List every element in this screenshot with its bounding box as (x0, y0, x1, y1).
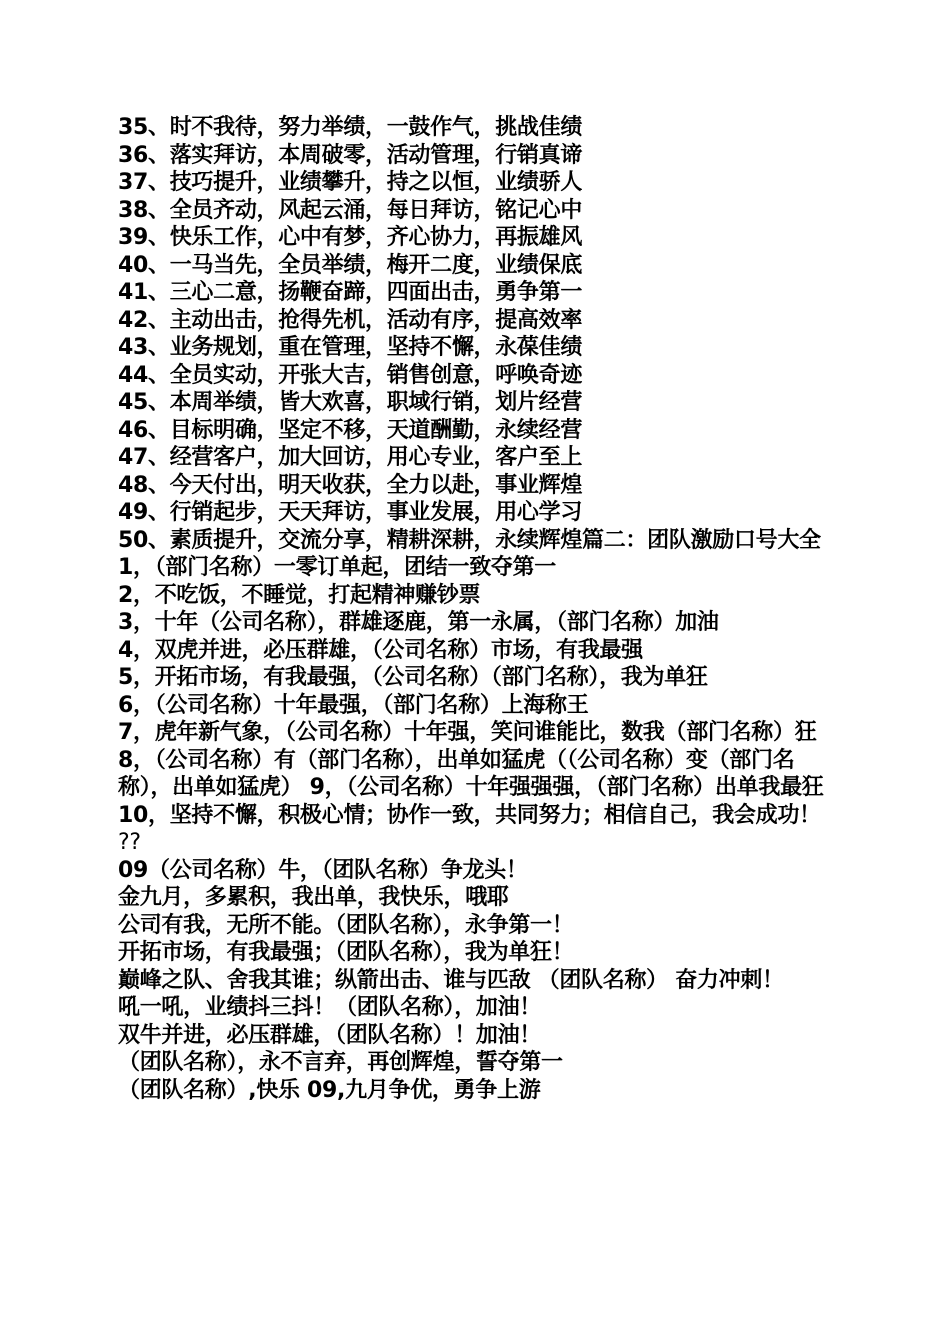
slogan-line: （团队名称），永不言弃，再创辉煌，誓夺第一 (118, 1050, 563, 1075)
slogan-line: 1，（部门名称）一零订单起，团结一致夺第一 (118, 555, 557, 580)
slogan-line: 35、时不我待，努力举绩，一鼓作气，挑战佳绩 (118, 115, 583, 140)
slogan-line: 2，不吃饭，不睡觉，打起精神赚钞票 (118, 582, 481, 608)
slogan-line: 双牛并进，必压群雄，（团队名称）！加油！ (118, 1022, 542, 1048)
slogan-line: 开拓市场，有我最强；（团队名称），我为单狂！ (118, 940, 574, 965)
slogan-line: 3，十年（公司名称），群雄逐鹿，第一永属，（部门名称）加油 (118, 610, 719, 635)
slogan-line: ?? (118, 830, 141, 855)
slogan-line: 公司有我，无所不能。（团队名称），永争第一！ (118, 912, 574, 938)
slogan-line: 36、落实拜访，本周破零，活动管理，行销真谛 (118, 142, 583, 168)
slogan-list (118, 114, 840, 1104)
slogan-line: 09（公司名称）牛，（团队名称）争龙头！ (118, 857, 528, 883)
slogan-line: 42、主动出击，抢得先机，活动有序，提高效率 (118, 307, 583, 333)
slogan-line: 43、业务规划，重在管理，坚持不懈，永葆佳绩 (118, 335, 583, 360)
slogan-line: 10，坚持不懈，积极心情；协作一致，共同努力；相信自己，我会成功！ (118, 802, 821, 828)
slogan-line: 7，虎年新气象，（公司名称）十年强，笑问谁能比，数我（部门名称）狂 (118, 720, 817, 745)
slogan-line: 金九月，多累积，我出单，我快乐，哦耶 (118, 885, 509, 910)
slogan-line: 44、全员实动，开张大吉，销售创意，呼唤奇迹 (118, 362, 583, 388)
slogan-line: 45、本周举绩，皆大欢喜，职域行销，划片经营 (118, 390, 583, 415)
slogan-line: 40、一马当先，全员举绩，梅开二度，业绩保底 (118, 252, 583, 278)
slogan-line: 47、经营客户，加大回访，用心专业，客户至上 (118, 445, 583, 470)
slogan-line: 37、技巧提升，业绩攀升，持之以恒，业绩骄人 (118, 170, 583, 195)
slogan-line-section-heading: 50、素质提升，交流分享，精耕深耕，永续辉煌篇二：团队激励口号大全 (118, 527, 821, 553)
slogan-line: 8，（公司名称）有（部门名称），出单如猛虎（（公司名称）变（部门名称），出单如猛虎） 9，（公司名称）十年强强强，（部门名称）出单我最狂 (118, 747, 824, 800)
slogan-line: 4，双虎并进，必压群雄，（公司名称）市场，有我最强 (118, 637, 643, 663)
slogan-line: 巅峰之队、舍我其谁；纵箭出击、谁与匹敌 （团队名称） 奋力冲刺！ (118, 967, 784, 993)
slogan-line: 39、快乐工作，心中有梦，齐心协力，再振雄风 (118, 225, 583, 250)
slogan-line: 49、行销起步，天天拜访，事业发展，用心学习 (118, 500, 583, 525)
slogan-line: 41、三心二意，扬鞭奋蹄，四面出击，勇争第一 (118, 280, 583, 305)
slogan-line: 吼一吼，业绩抖三抖！（团队名称），加油！ (118, 995, 542, 1020)
slogan-line: 48、今天付出，明天收获，全力以赴，事业辉煌 (118, 472, 583, 498)
slogan-line: 46、目标明确，坚定不移，天道酬勤，永续经营 (118, 417, 583, 443)
slogan-line: 6，（公司名称）十年最强，（部门名称）上海称王 (118, 692, 589, 718)
slogan-line: 38、全员齐动，风起云涌，每日拜访，铭记心中 (118, 197, 583, 223)
slogan-line: 5，开拓市场，有我最强，（公司名称）（部门名称），我为单狂 (118, 665, 708, 690)
slogan-line: （团队名称）,快乐 09,九月争优，勇争上游 (118, 1077, 541, 1103)
